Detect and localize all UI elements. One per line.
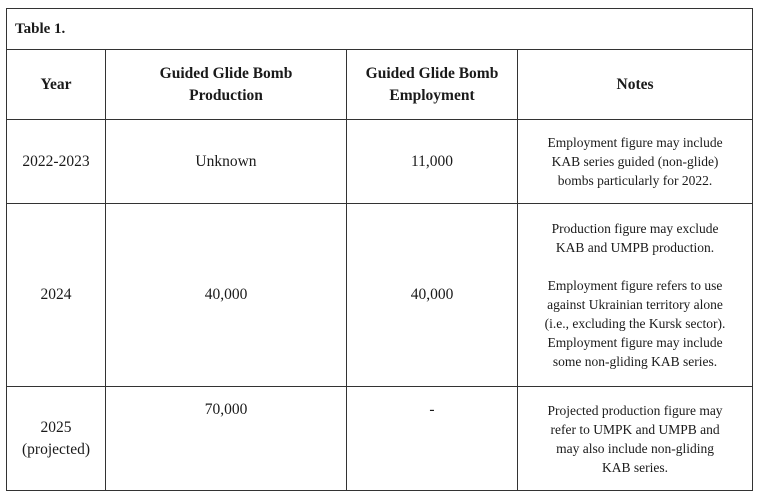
cell-production: 40,000 xyxy=(106,204,347,387)
note-paragraph-gap xyxy=(526,257,744,276)
table-row xyxy=(7,204,753,387)
cell-notes xyxy=(518,204,753,387)
cell-employment: 11,000 xyxy=(347,120,518,204)
cell-year xyxy=(7,387,106,491)
note-line: Projected production figure may xyxy=(547,402,723,418)
cell-year xyxy=(7,204,106,387)
header-notes xyxy=(518,50,753,120)
note-line: Production figure may exclude xyxy=(551,221,719,236)
note-line: Employment figure may include xyxy=(547,335,723,350)
cell-production: 70,000 xyxy=(106,387,347,491)
note-line: Employment figure refers to use xyxy=(547,278,723,293)
header-production xyxy=(106,50,347,120)
header-employment-line2: Employment xyxy=(389,86,475,104)
cell-year xyxy=(7,120,106,204)
note-line: against Ukrainian territory alone xyxy=(547,297,723,312)
note-line: KAB series guided (non-glide) xyxy=(551,154,719,169)
cell-year-text: 2024 xyxy=(40,286,72,303)
header-employment-line1: Guided Glide Bomb xyxy=(365,64,499,82)
cell-employment: - xyxy=(347,387,518,491)
note-line: KAB series. xyxy=(602,459,669,475)
cell-production: Unknown xyxy=(106,120,347,204)
note-line: bombs particularly for 2022. xyxy=(557,173,713,188)
table-row xyxy=(7,120,753,204)
note-line: may also include non-gliding xyxy=(556,440,714,456)
header-row xyxy=(7,50,753,120)
cell-notes xyxy=(518,387,753,491)
data-table xyxy=(6,8,753,491)
header-production-line1: Guided Glide Bomb xyxy=(159,64,293,82)
note-line: some non-gliding KAB series. xyxy=(552,354,718,369)
caption-row xyxy=(7,9,753,50)
cell-notes xyxy=(518,120,753,204)
header-year xyxy=(7,50,106,120)
cell-year-line1: 2025 xyxy=(40,418,72,436)
header-notes-label: Notes xyxy=(616,75,654,93)
header-production-line2: Production xyxy=(189,86,263,104)
cell-year-line2: (projected) xyxy=(22,440,90,458)
table-caption: Table 1. xyxy=(7,9,753,50)
table-container xyxy=(6,8,752,491)
note-line: (i.e., excluding the Kursk sector). xyxy=(544,316,726,331)
note-line: refer to UMPK and UMPB and xyxy=(550,421,720,437)
note-line: Employment figure may include xyxy=(547,135,723,150)
header-employment xyxy=(347,50,518,120)
table-row xyxy=(7,387,753,491)
note-line: KAB and UMPB production. xyxy=(555,240,715,255)
cell-employment: 40,000 xyxy=(347,204,518,387)
cell-year-text: 2022-2023 xyxy=(22,152,90,170)
header-year-label: Year xyxy=(40,75,72,93)
